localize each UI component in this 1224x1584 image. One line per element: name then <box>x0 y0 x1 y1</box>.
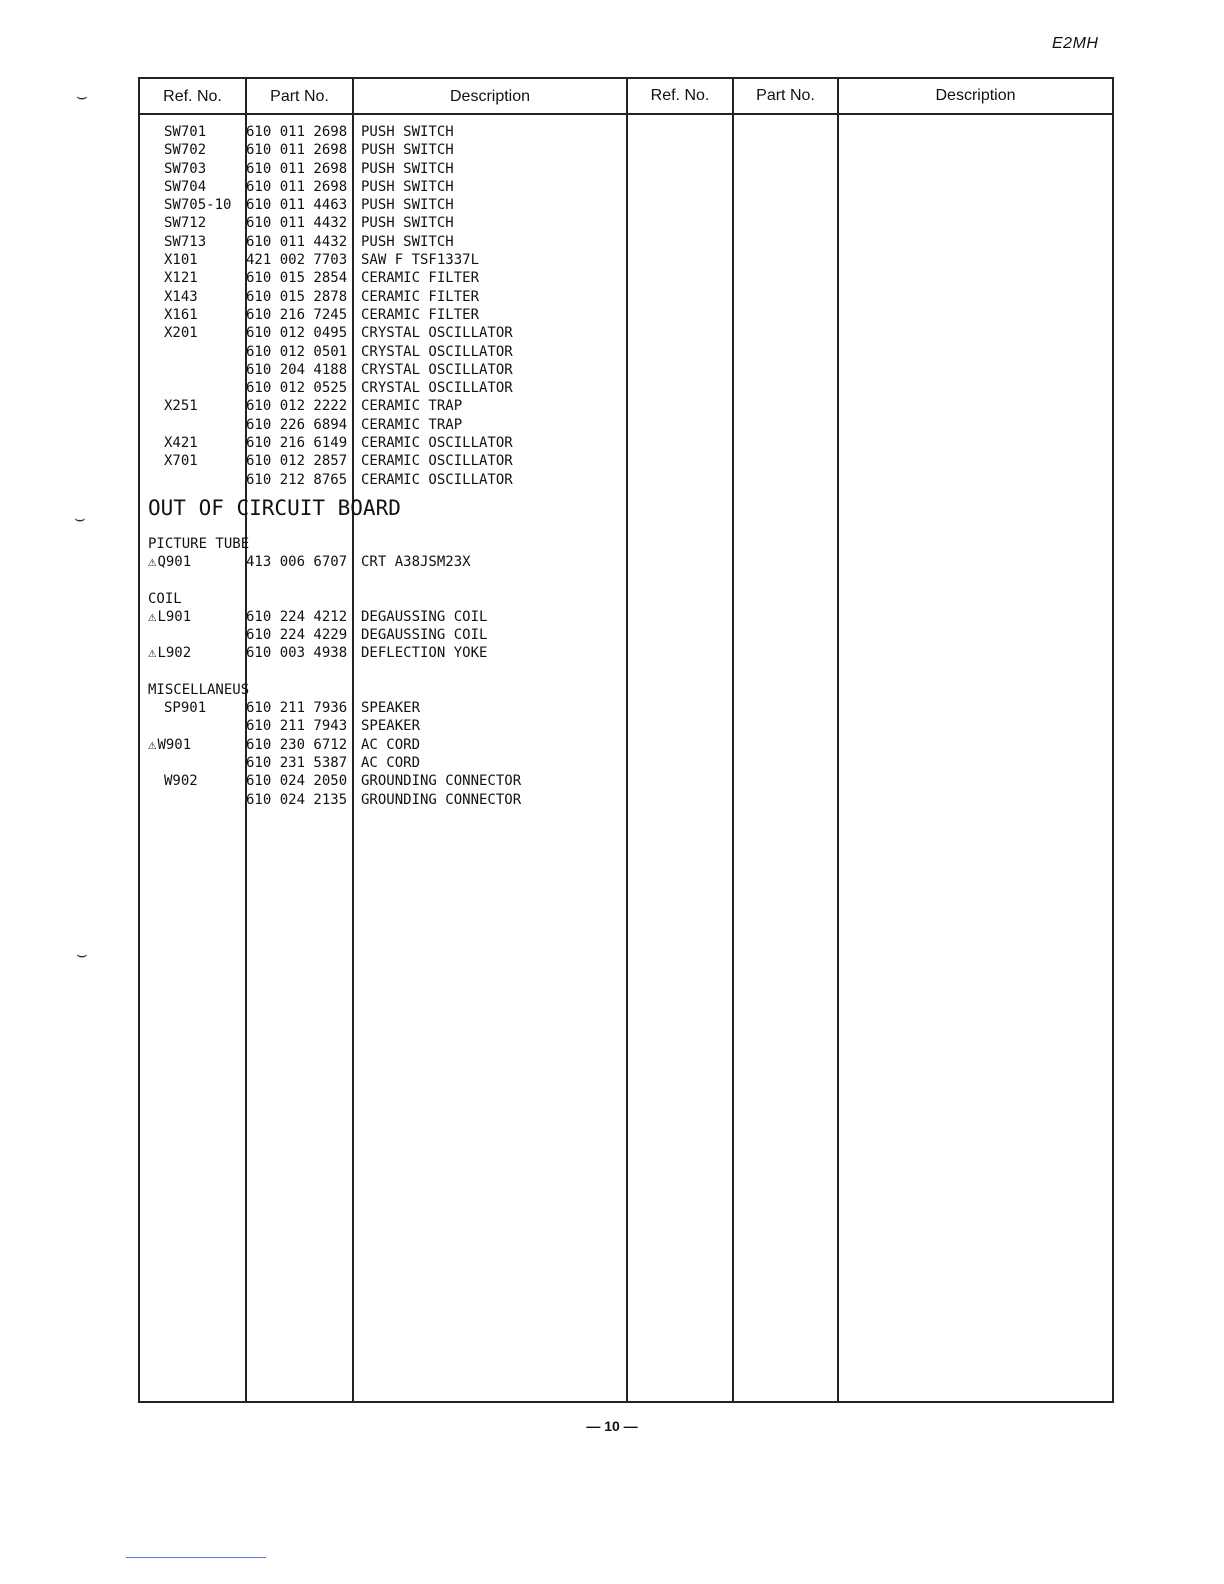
description: SAW F TSF1337L <box>361 252 480 269</box>
description: CERAMIC TRAP <box>361 416 463 433</box>
group-spacer <box>140 572 628 590</box>
group-title: PICTURE TUBE <box>148 535 250 552</box>
ref-no <box>148 644 191 662</box>
table-row <box>140 196 628 214</box>
part-no: 610 011 4432 <box>246 233 348 250</box>
description: CERAMIC FILTER <box>361 306 480 323</box>
description: PUSH SWITCH <box>361 215 454 232</box>
ref-no <box>148 608 191 626</box>
part-no: 610 211 7943 <box>246 718 348 735</box>
table-row <box>140 324 628 342</box>
ref-no: X251 <box>164 398 198 415</box>
description: CRYSTAL OSCILLATOR <box>361 325 513 342</box>
header-part-no-right: Part No. <box>756 87 815 104</box>
table-row <box>140 397 628 415</box>
description: AC CORD <box>361 736 421 753</box>
binder-mark: ⌣ <box>74 508 86 528</box>
group-title: COIL <box>148 590 182 607</box>
table-row <box>140 123 628 141</box>
ref-no-text: L902 <box>157 645 192 662</box>
parts-table <box>138 77 1114 1403</box>
table-row <box>140 178 628 196</box>
table-row <box>140 736 628 754</box>
ref-no: X161 <box>164 306 198 323</box>
table-row <box>140 791 628 809</box>
safety-warning-icon: ⚠ <box>148 736 157 753</box>
table-row <box>140 306 628 324</box>
description: DEGAUSSING COIL <box>361 627 488 644</box>
part-no: 610 012 2857 <box>246 453 348 470</box>
safety-warning-icon: ⚠ <box>148 608 157 625</box>
header-ref-no: Ref. No. <box>163 88 222 105</box>
part-no: 610 011 4432 <box>246 215 348 232</box>
table-row <box>140 452 628 470</box>
ref-no <box>164 772 198 790</box>
description: DEGAUSSING COIL <box>361 608 488 625</box>
binder-mark: ⌣ <box>76 86 88 106</box>
header-description: Description <box>449 88 531 105</box>
table-row <box>140 553 628 571</box>
table-row <box>140 160 628 178</box>
table-row <box>140 608 628 626</box>
safety-warning-icon: ⚠ <box>148 645 157 662</box>
part-no: 610 226 6894 <box>246 416 348 433</box>
description: SPEAKER <box>361 700 421 717</box>
header-part-no: Part No. <box>270 88 329 105</box>
table-row <box>140 343 628 361</box>
description: AC CORD <box>361 754 421 771</box>
part-no: 413 006 6707 <box>246 554 348 571</box>
table-row <box>140 754 628 772</box>
description: CERAMIC OSCILLATOR <box>361 453 513 470</box>
description: CERAMIC OSCILLATOR <box>361 435 513 452</box>
part-no: 610 231 5387 <box>246 754 348 771</box>
group-spacer <box>140 663 628 681</box>
header-divider <box>140 113 1112 115</box>
description: DEFLECTION YOKE <box>361 645 488 662</box>
description: CRYSTAL OSCILLATOR <box>361 380 513 397</box>
part-no: 421 002 7703 <box>246 252 348 269</box>
safety-warning-icon: ⚠ <box>148 554 157 571</box>
description: CERAMIC FILTER <box>361 270 480 287</box>
ref-no: SW713 <box>164 233 207 250</box>
column-divider <box>837 79 839 1401</box>
part-no: 610 211 7936 <box>246 700 348 717</box>
ref-no: X701 <box>164 453 198 470</box>
table-row <box>140 251 628 269</box>
part-no: 610 024 2135 <box>246 791 348 808</box>
ref-no: SW704 <box>164 178 207 195</box>
description: GROUNDING CONNECTOR <box>361 791 522 808</box>
table-row <box>140 626 628 644</box>
description: PUSH SWITCH <box>361 233 454 250</box>
ref-no: SW701 <box>164 124 207 140</box>
part-no: 610 015 2854 <box>246 270 348 287</box>
binder-mark: ⌣ <box>76 944 88 964</box>
ref-no-text: W901 <box>157 736 192 753</box>
ref-no: SW702 <box>164 142 207 159</box>
part-no: 610 224 4212 <box>246 608 348 625</box>
part-no: 610 012 2222 <box>246 398 348 415</box>
table-row <box>140 214 628 232</box>
ref-no-text: W902 <box>164 773 198 790</box>
description: CERAMIC TRAP <box>361 398 463 415</box>
ref-no: X101 <box>164 252 198 269</box>
ref-no <box>164 699 206 717</box>
part-no: 610 204 4188 <box>246 361 348 378</box>
column-divider <box>732 79 734 1401</box>
underline-artifact <box>126 1557 266 1558</box>
part-no: 610 015 2878 <box>246 288 348 305</box>
part-no: 610 012 0501 <box>246 343 348 360</box>
part-no: 610 012 0495 <box>246 325 348 342</box>
ref-no: X421 <box>164 435 198 452</box>
description: CERAMIC OSCILLATOR <box>361 471 513 488</box>
ref-no-text: L901 <box>157 608 192 625</box>
part-no: 610 011 2698 <box>246 160 348 177</box>
table-row <box>140 416 628 434</box>
table-row <box>140 471 628 489</box>
group-title: MISCELLANEUS <box>148 681 250 698</box>
table-row <box>140 269 628 287</box>
ref-no <box>148 736 191 754</box>
page-number: — 10 — <box>586 1418 638 1434</box>
table-row <box>140 288 628 306</box>
part-no: 610 216 6149 <box>246 435 348 452</box>
description: CRYSTAL OSCILLATOR <box>361 343 513 360</box>
description: CRT A38JSM23X <box>361 554 471 571</box>
table-row <box>140 699 628 717</box>
parts-list <box>140 123 628 809</box>
ref-no: SW712 <box>164 215 207 232</box>
table-row <box>140 644 628 662</box>
table-row <box>140 361 628 379</box>
section-title: OUT OF CIRCUIT BOARD <box>148 495 401 520</box>
ref-no <box>148 553 191 571</box>
part-no: 610 024 2050 <box>246 773 348 790</box>
description: GROUNDING CONNECTOR <box>361 773 522 790</box>
table-row <box>140 141 628 159</box>
table-row <box>140 717 628 735</box>
part-no: 610 011 2698 <box>246 124 348 140</box>
ref-no: X201 <box>164 325 198 342</box>
ref-no: X143 <box>164 288 198 305</box>
part-no: 610 224 4229 <box>246 627 348 644</box>
description: PUSH SWITCH <box>361 124 454 140</box>
header-description-right: Description <box>935 87 1016 104</box>
description: PUSH SWITCH <box>361 160 454 177</box>
description: PUSH SWITCH <box>361 178 454 195</box>
part-no: 610 230 6712 <box>246 736 348 753</box>
part-no: 610 012 0525 <box>246 380 348 397</box>
part-no: 610 011 4463 <box>246 197 348 214</box>
table-row <box>140 434 628 452</box>
ref-no: SW705-10 <box>164 197 232 214</box>
part-no: 610 011 2698 <box>246 178 348 195</box>
description: CRYSTAL OSCILLATOR <box>361 361 513 378</box>
table-row <box>140 233 628 251</box>
table-row <box>140 772 628 790</box>
ref-no-text: Q901 <box>157 554 192 571</box>
description: PUSH SWITCH <box>361 142 454 159</box>
description: SPEAKER <box>361 718 421 735</box>
ref-no: X121 <box>164 270 198 287</box>
description: CERAMIC FILTER <box>361 288 480 305</box>
ref-no: SW703 <box>164 160 207 177</box>
ref-no-text: SP901 <box>164 700 207 717</box>
part-no: 610 003 4938 <box>246 645 348 662</box>
description: PUSH SWITCH <box>361 197 454 214</box>
table-row <box>140 379 628 397</box>
header-ref-no-right: Ref. No. <box>650 87 710 104</box>
part-no: 610 011 2698 <box>246 142 348 159</box>
model-code: E2MH <box>1052 35 1099 52</box>
part-no: 610 216 7245 <box>246 306 348 323</box>
part-no: 610 212 8765 <box>246 471 348 488</box>
